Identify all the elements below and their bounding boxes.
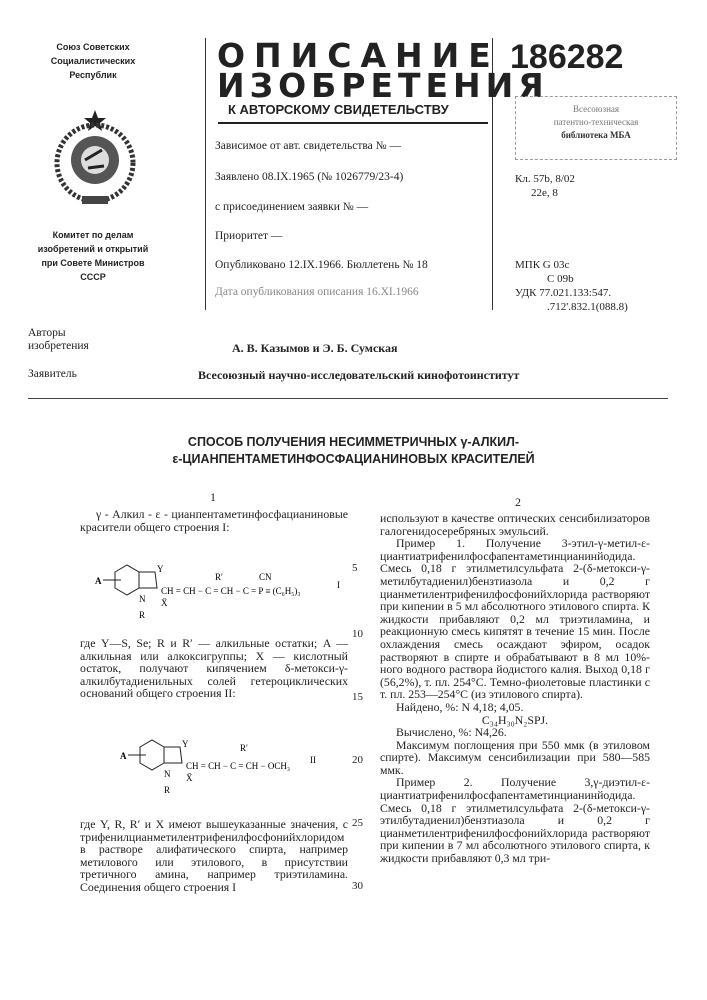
column-number: 2 [515,495,521,510]
substituent-r: R [139,610,145,620]
polymethine-chain: CH = CH − C = CH − OCH₃ [186,761,290,771]
applicant-label: Заявитель [28,368,77,380]
formula-label: I [337,580,340,590]
dependent-field: Зависимое от авт. свидетельства № — [215,140,401,152]
country-name [28,40,158,82]
country-line: Республик [28,68,158,82]
substituent-a: A [95,576,102,586]
paragraph: Максимум поглощения при 550 ммк (в этиловом спирте). Максимум сенсибилизации при 580—585 ммк. [380,739,650,777]
divider [28,398,668,399]
invention-title [0,434,707,468]
anion-x: X̄ [161,598,168,608]
substituent-a: A [120,751,127,761]
column-1 [80,508,348,533]
anion-x: X̄ [186,773,193,783]
stamp-line: Всесоюзная [516,103,676,116]
divider [218,122,488,124]
committee-line: при Совете Министров [28,256,158,270]
filed-field: Заявлено 08.IX.1965 (№ 1026779/23-4) [215,171,403,183]
structural-formula-1 [95,560,345,630]
class-code [515,172,575,200]
found-value: Найдено, %: N 4,18; 4,05. [380,701,650,714]
line-number: 20 [352,754,363,766]
doc-title-2: ИЗОБРЕТЕНИЯ [217,70,549,102]
column-number: 1 [210,490,216,505]
line-number: 5 [352,562,358,574]
line-number: 15 [352,691,363,703]
committee-line: изобретений и открытий [28,242,158,256]
country-line: Союз Советских [28,40,158,54]
substituent-r: R [164,785,170,795]
column-1-cont [80,637,348,700]
description-date-field: Дата опубликования описания 16.XI.1966 [215,286,419,298]
example-1: Пример 1. Получение 3-этил-γ-метил-ε-циантиатрифенилфосфапентаметинцианинйодида. Смесь 0,18 г этилметилсульфата 2-(δ-метокси-γ-метилбутадиенил)бензтиазола и 0,2 г цианметилентрифенилфосфонийхлорида растворяют при кипении в 5 мл абсолютного этилового спирта. К жидкости прибавляют 0,2 мл триэтиламина, и реакционную смесь кипятят в течение 15 мин. После охлаждения смесь осаждают эфиром, осадок растворяют в спирте и обрабатывают в 8 мл 10%-ного водного раствора йодистого калия. Выход 0,18 г (56,2%), т. пл. 254°C. Темно-фиолетовые пластинки с т. пл. 253—254°C (из этилового спирта). [380,537,650,701]
committee-name [28,228,158,284]
committee-line: СССР [28,270,158,284]
country-line: Социалистических [28,54,158,68]
column-1-end [80,818,348,894]
joined-field: с присоединением заявки № — [215,201,368,213]
paragraph: где Y, R, R′ и X имеют вышеуказанные значения, с трифенилцианметилентрифенилфосфонийхлоридом в растворе алифатического спирта, например метилового или этилового, в присутствии третичного амина, например триэтиламина. Соединения общего строения I [80,818,348,894]
line-number: 10 [352,628,363,640]
divider [205,38,206,310]
polymethine-chain: CH = CH − C = CH − C = P ≡ (C₆H₅)₃ [161,586,301,596]
label-line: Авторы [28,327,89,340]
substituent-r-prime: R′ [240,743,248,753]
ussr-emblem-icon [52,108,138,208]
nitrogen: N [139,594,146,604]
chemical-formula: C₃₄H₃₀N₂SPJ. [380,714,650,727]
published-field: Опубликовано 12.IX.1966. Бюллетень № 18 [215,259,428,271]
library-stamp [515,96,677,160]
cyano-group: CN [259,572,272,582]
priority-field: Приоритет — [215,230,282,242]
title-line: ε-ЦИАНПЕНТАМЕТИНФОСФАЦИАНИНОВЫХ КРАСИТЕЛЕЙ [0,451,707,468]
mpk-line: C 09b [515,272,574,286]
line-number: 25 [352,817,363,829]
authors-label [28,327,89,353]
substituent-r-prime: R′ [215,572,223,582]
patent-number: 186282 [510,38,623,77]
udk-line: .712'.832.1(088.8) [515,300,628,314]
example-2: Пример 2. Получение 3,γ-диэтил-ε-циантиатрифенилфосфапентаметинцианинйодида. Смесь 0,18 г этилметилсульфата 2-(δ-метокси-γ-этилбутадиенил)бензтиазола и 0,2 г цианметилентрифенилфосфонийхлорида растворяют при кипении в 7 мл абсолютного этилового спирта, к жидкости прибавляют 0,3 мл три- [380,776,650,864]
title-line: СПОСОБ ПОЛУЧЕНИЯ НЕСИММЕТРИЧНЫХ γ-АЛКИЛ- [0,434,707,451]
class-line: 22e, 8 [515,186,575,200]
patent-page [0,0,707,1000]
udk-code [515,286,628,314]
committee-line: Комитет по делам [28,228,158,242]
heteroatom-y: Y [182,739,189,749]
paragraph: γ - Алкил - ε - цианпентаметинфосфацианиновые красители общего строения I: [80,508,348,533]
calculated-value: Вычислено, %: N4,26. [380,726,650,739]
doc-subtitle: К АВТОРСКОМУ СВИДЕТЕЛЬСТВУ [228,102,449,117]
mpk-line: МПК G 03c [515,258,574,272]
heteroatom-y: Y [157,564,164,574]
class-line: Кл. 57b, 8/02 [515,172,575,186]
paragraph: используют в качестве оптических сенсибилизаторов галогенидосеребряных эмульсий. [380,512,650,537]
udk-line: УДК 77.021.133:547. [515,286,628,300]
mpk-code [515,258,574,286]
structural-formula-2 [120,735,320,805]
stamp-line: библиотека МБА [516,129,676,142]
applicant: Всесоюзный научно-исследовательский кинофотоинститут [198,368,519,383]
line-number: 30 [352,880,363,892]
stamp-line: патентно-техническая [516,116,676,129]
formula-label: II [310,755,316,765]
nitrogen: N [164,769,171,779]
label-line: изобретения [28,340,89,353]
doc-title-1: ОПИСАНИЕ [217,40,500,72]
authors: А. В. Казымов и Э. Б. Сумская [232,341,398,356]
paragraph: где Y—S, Se; R и R′ — алкильные остатки; A — алкильная или алкоксигруппы; X — кислотный остаток, получают кипячением δ-метокси-γ-алкилбутадиенильных солей гетероциклических оснований общего строения II: [80,637,348,700]
column-2 [380,512,650,865]
